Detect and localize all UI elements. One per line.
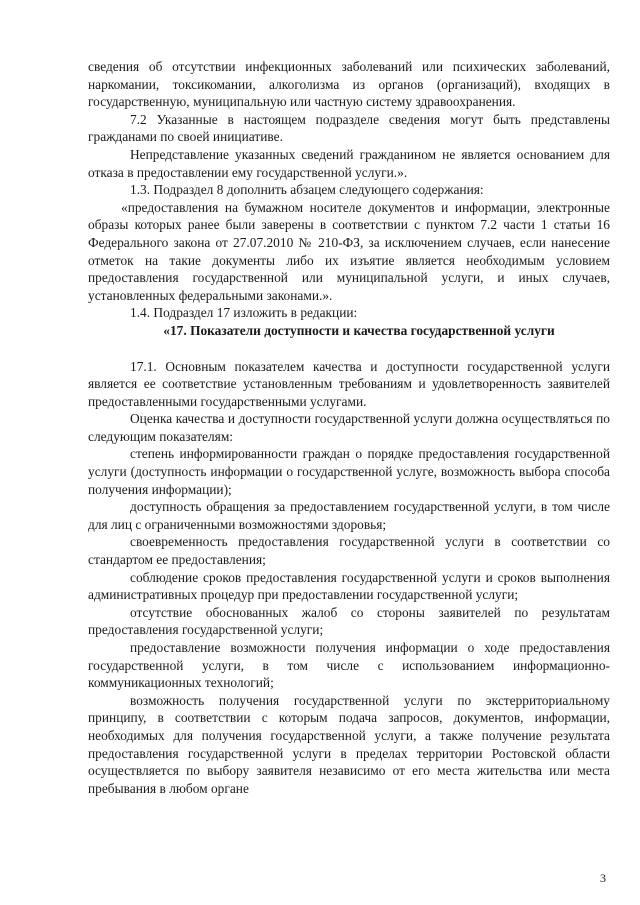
document-page xyxy=(88,58,610,797)
paragraph-17-1: 17.1. Основным показателем качества и доступности государственной услуги является ее соответствие установленным требованиям и удовлетворенность заявителей предоставленными государственными услугами. xyxy=(88,358,610,409)
paragraph-1-4: 1.4. Подраздел 17 изложить в редакции: xyxy=(130,305,358,321)
list-item-informedness: степень информированности граждан о порядке предоставления государственной услуги (доступность информации о государственной услуге, возможность выбора способа получения информации); xyxy=(88,446,610,497)
paragraph-assessment: Оценка качества и доступности государственной услуги должна осуществляться по следующим показателям: xyxy=(88,411,610,444)
section-heading-17: «17. Показатели доступности и качества государственной услуги xyxy=(163,322,555,338)
page-number: 3 xyxy=(600,871,606,885)
list-item-complaints: отсутствие обоснованных жалоб со стороны заявителей по результатам предоставления государственной услуги; xyxy=(88,604,610,638)
list-item-extraterritorial: возможность получения государственной услуги по экстерриториальному принципу, в соответствии с которым подача запросов, документов, информации, необходимых для получения государственной услуги, а также получение результата предоставления государственной услуги в пределах территории Ростовской области осуществляется по выбору заявителя независимо от его места жительства или места пребывания в любом органе xyxy=(88,692,610,796)
list-item-deadlines: соблюдение сроков предоставления государственной услуги и сроков выполнения административных процедур при предоставлении государственной услуги; xyxy=(88,569,610,603)
paragraph-non-submission: Непредставление указанных сведений гражданином не является основанием для отказа в предоставлении ему государственной услуги.». xyxy=(88,146,610,180)
spacer xyxy=(88,340,610,358)
paragraph-health-info: сведения об отсутствии инфекционных заболеваний или психических заболеваний, наркомании, токсикомании, алкоголизма из органов (организаций), входящих в государственную, муниципальную или частную систему здравоохранения. xyxy=(88,59,610,110)
list-item-progress-info: предоставление возможности получения информации о ходе предоставления государственной услуги, в том числе с использованием информационно-коммуникационных технологий; xyxy=(88,640,610,691)
paragraph-1-3: 1.3. Подраздел 8 дополнить абзацем следующего содержания: xyxy=(130,182,484,198)
list-item-accessibility: доступность обращения за предоставлением государственной услуги, в том числе для лиц с ограниченными возможностями здоровья; xyxy=(88,499,610,532)
paragraph-quote-paper-docs: «предоставления на бумажном носителе документов и информации, электронные образы которых ранее были заверены в соответствии с пунктом 7.2 части 1 статьи 16 Федерального закона от 27.07.2010 № 210-ФЗ, за исключением случаев, если нанесение отметок на такие документы либо их изъятие является необходимым условием предоставления государственной или муниципальной услуги, и иных случаев, установленных федеральными законами.». xyxy=(88,199,610,303)
list-item-timeliness: своевременность предоставления государственной услуги в соответствии со стандартом ее предоставления; xyxy=(88,534,610,568)
paragraph-7-2: 7.2 Указанные в настоящем подразделе сведения могут быть представлены гражданами по своей инициативе. xyxy=(88,111,610,145)
